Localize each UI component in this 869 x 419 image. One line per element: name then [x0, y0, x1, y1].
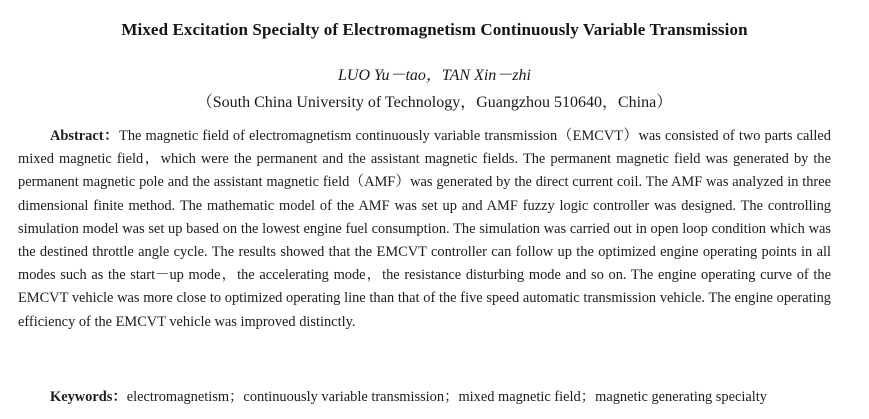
keywords-label: Keywords： [50, 389, 127, 405]
keywords-line [50, 387, 850, 407]
paper-affiliation: （South China University of Technology，Guangzhou 510640，China） [196, 94, 673, 111]
paper-title: Mixed Excitation Specialty of Electromagnetism Continuously Variable Transmission [121, 20, 748, 39]
abstract-label: Abstract： [50, 128, 120, 144]
abstract-paragraph [18, 125, 831, 334]
abstract-text: The magnetic field of electromagnetism continuously variable transmission（EMCVT）was consisted of two parts called mixed magnetic field，which were the permanent and the assistant magnetic fields. The permanent magnetic field was generated by the permanent magnetic pole and the assistant magnetic field（AMF）was generated by the direct current coil. The AMF was analyzed in three dimensional finite method. The mathematic model of the AMF was set up and AMF fuzzy logic controller was designed. The controlling simulation model was set up based on the lowest engine fuel consumption. The simulation was carried out in open loop condition which was the destined throttle angle cycle. The results showed that the EMCVT controller can follow up the optimized engine operating points in all modes such as the start－up mode，the accelerating mode，the resistance disturbing mode and so on. The engine operating curve of the EMCVT vehicle was more close to optimized operating line than that of the five speed automatic transmission vehicle. The engine operating efficiency of the EMCVT vehicle was improved distinctly. [18, 128, 831, 330]
keywords-text: electromagnetism；continuously variable transmission；mixed magnetic field；magnetic generating specialty [126, 389, 767, 405]
paper-authors: LUO Yu－tao，TAN Xin－zhi [338, 67, 531, 84]
